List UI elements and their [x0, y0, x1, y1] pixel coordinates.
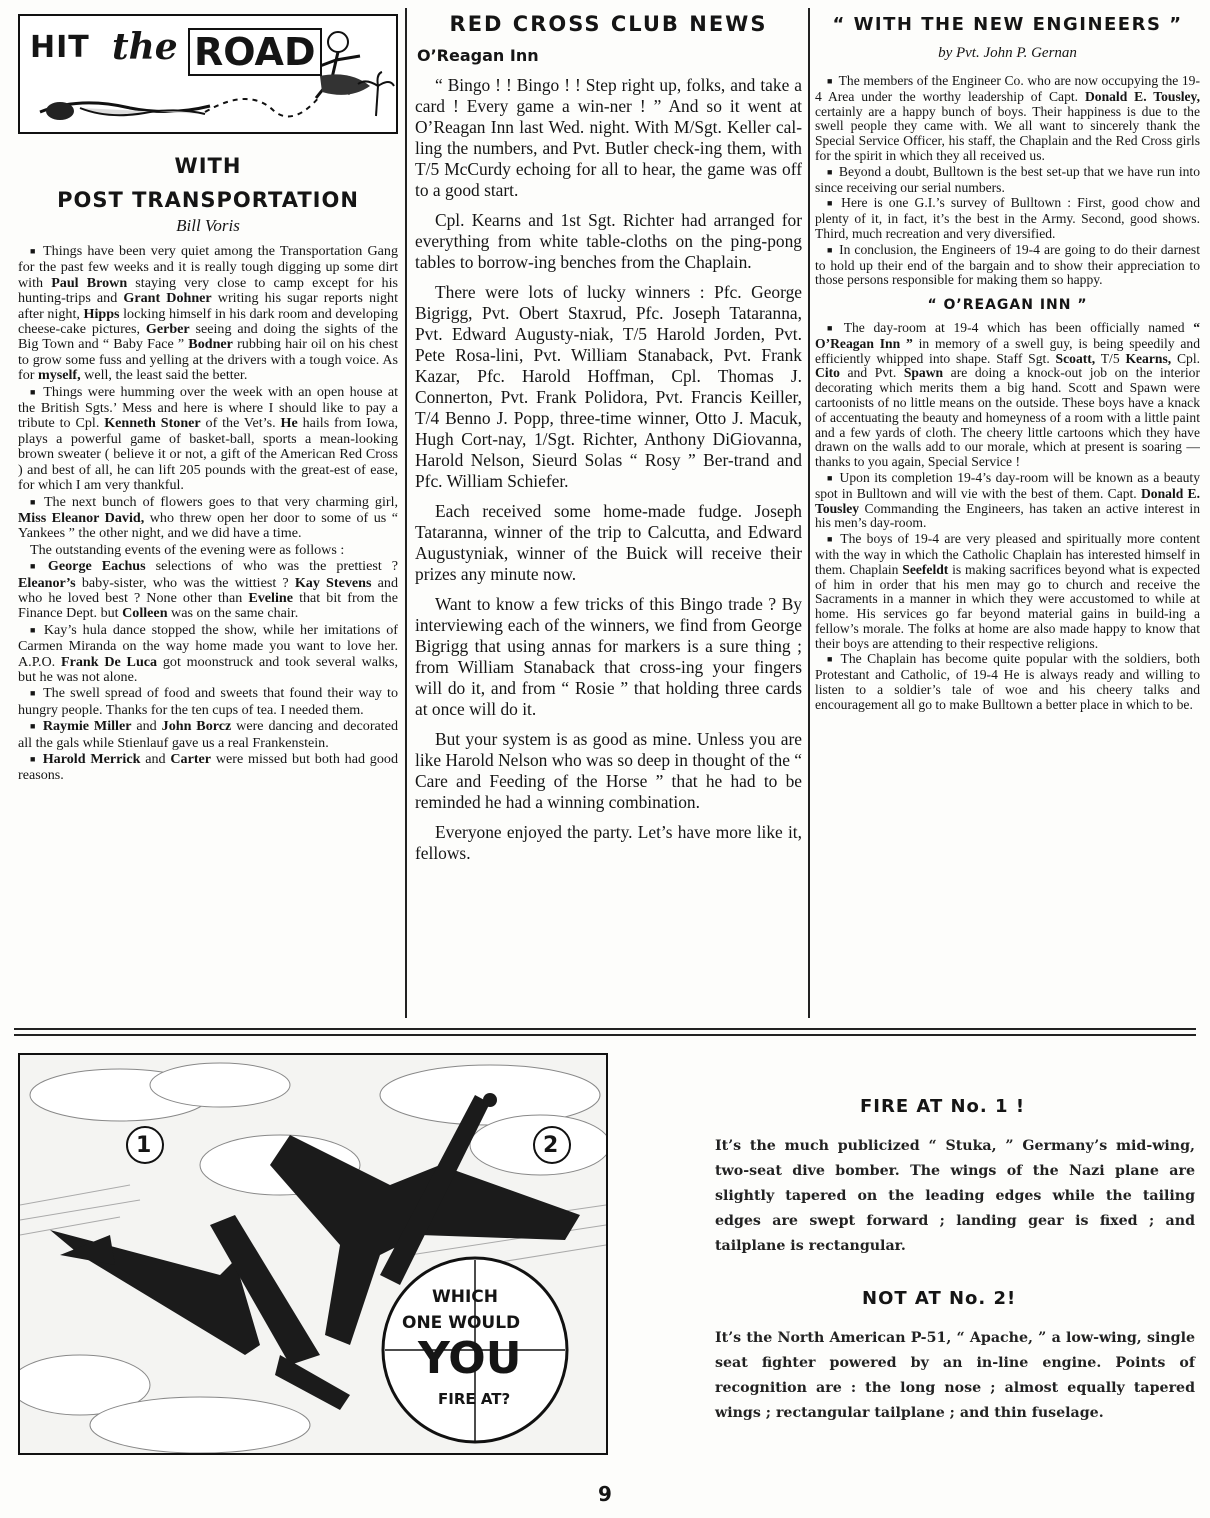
paragraph: ■ The members of the Engineer Co. who are now occupying the 19-4 Area under the worthy leadership of Capt. Donald E. Tousley, certainly are a happy bunch of boys. Their happiness is due to the swell people they came with. We all want to sincerely thank the Special Service Officer, his staff, the Chaplain and the Red Cross girls for the spirit in which they all received us.: [815, 74, 1200, 164]
paragraph: Want to know a few tricks of this Bingo trade ? By interviewing each of the winners, we find from George Bigrigg that using annas for markers is a sure thing ; from William Stanaback that cross-ing your fingers will do it, and from “ Rosie ” that holding three cards at once will do it.: [415, 594, 802, 719]
column-red-cross-news: [415, 0, 802, 1020]
paragraph: ■ The next bunch of flowers goes to that very charming girl, Miss Eleanor David, who threw open her door to some of us “ Yankees ” the other night, and we did have a time.: [18, 495, 398, 542]
column-post-transportation: [18, 0, 398, 1020]
paragraph: ■ In conclusion, the Engineers of 19-4 are going to do their darnest to hold up their end of the bargain and to show their appreciation to those persons responsible for making them so happy.: [815, 243, 1200, 288]
paragraph: ■ Upon its completion 19-4’s day-room will be known as a beauty spot in Bulltown and will vie with the best of them. Capt. Donald E. Tousley Commanding the Engineers, has taken an active interest in his men’s day-room.: [815, 471, 1200, 531]
paragraph: “ Bingo ! ! Bingo ! ! Step right up, folks, and take a card ! Every game a win-ner ! ” And so it went at O’Reagan Inn last Wed. night. With M/Sgt. Keller cal-ling the numbers, and Pvt. Butler check-ing them, with T/5 McCurdy echoing for all to hear, the game was off to a good start.: [415, 75, 802, 200]
column-new-engineers: [815, 0, 1200, 1020]
article-body: [18, 244, 398, 784]
aircraft-illustration: [20, 1055, 606, 1453]
paragraph: Each received some home-made fudge. Joseph Tataranna, winner of the trip to Calcutta, and Edward Augustyniak, winner of the Buick will receive their prizes any minute now.: [415, 501, 802, 584]
paragraph: ■ George Eachus selections of who was the prettiest ? Eleanor’s baby-sister, who was the wittiest ? Kay Stevens and who he loved best ? None other than Eveline that bit from the Finance Dept. but Colleen was on the same chair.: [18, 559, 398, 622]
cartoon-text-you: YOU: [418, 1333, 522, 1384]
paragraph: ■ Kay’s hula dance stopped the show, while her imitations of Carmen Miranda on the way home made you want to love her. A.P.O. Frank De Luca got moonstruck and took several walks, but he was not alone.: [18, 623, 398, 686]
paragraph: ■ Things were humming over the week with an open house at the British Sgts.’ Mess and here is where I should like to pay a tribute to Cpl. Kenneth Stoner of the Vet’s. He hails from Iowa, plays a powerful game of basket-ball, sports a mean-looking brown sweater ( believe it or not, a gift of the American Red Cross ) and best of all, he can lift 205 pounds with the great-est of ease, for which I am very thankful.: [18, 385, 398, 494]
banner-word-road: ROAD: [188, 28, 322, 76]
not-at-heading: NOT AT No. 2!: [862, 1288, 1017, 1309]
aircraft-recognition-cartoon: [18, 1053, 608, 1455]
section-title-line2: POST TRANSPORTATION: [57, 188, 359, 212]
paragraph: Cpl. Kearns and 1st Sgt. Richter had arranged for everything from white table-cloths on the ping-pong tables to borrow-ing benches from the Chaplain.: [415, 210, 802, 272]
plane-number-1: 1: [136, 1133, 152, 1158]
paragraph: ■ Raymie Miller and John Borcz were dancing and decorated all the gals while Stienlauf gave us a real Frankenstein.: [18, 719, 398, 751]
plane-number-2: 2: [543, 1133, 559, 1158]
paragraph: ■ The Chaplain has become quite popular with the soldiers, both Protestant and Catholic, of 19-4 He is always ready and willing to listen to a soldier’s tale of woe and his cheery talks and encouragement all go to make Bulltown a better place in which to be.: [815, 652, 1200, 712]
byline: by Pvt. John P. Gernan: [938, 45, 1077, 61]
paragraph: The outstanding events of the evening were as follows :: [30, 541, 345, 558]
section-title: RED CROSS CLUB NEWS: [449, 12, 768, 36]
paragraph: Everyone enjoyed the party. Let’s have more like it, fellows.: [415, 822, 802, 863]
article-body: [815, 74, 1200, 713]
horizontal-rule: [14, 1034, 1196, 1036]
paragraph: ■ The swell spread of food and sweets that found their way to hungry people. Thanks for the ten cups of tea. I needed them.: [18, 686, 398, 718]
section-title-line1: WITH: [174, 154, 242, 178]
byline: Bill Voris: [176, 216, 240, 235]
banner-word-hit: HIT: [30, 30, 90, 65]
column-divider: [405, 8, 407, 1018]
fire-at-heading: FIRE AT No. 1 !: [860, 1096, 1026, 1117]
cartoon-text-which: WHICH: [432, 1287, 499, 1307]
page-number: 9: [598, 1482, 612, 1506]
cartoon-text-fire-at: FIRE AT?: [438, 1390, 511, 1408]
section-title: “ WITH THE NEW ENGINEERS ”: [832, 14, 1183, 35]
paragraph: But your system is as good as mine. Unless you are like Harold Nelson who was so deep in thought of the “ Care and Feeding of the Horse ” that he had to be reminded he had a winning combination.: [415, 729, 802, 812]
paragraph: There were lots of lucky winners : Pfc. George Bigrigg, Pvt. Obert Staxrud, Pfc. Joseph Tataranna, Pvt. Edward Augusty-niak, T/5 Harold Jorden, Pvt. Pete Rosa-lini, Pvt. William Stanaback, Pvt. Frank Kazar, Pfc. Harold Hoffman, Cpl. Thomas J. Connerton, Pvt. Frank Polidora, Pvt. Francis Keiller, T/4 Benno J. Popp, three-time winner, Otto J. Macuk, Hugh Cort-nay, 1/Sgt. Richter, Anthony DiGiovanna, Harold Nelson, Sieurd Solas “ Rosy ” Ber-trand and Pfc. William Schiefer.: [415, 282, 802, 491]
article-body: [415, 75, 802, 864]
banner-word-the: the: [112, 26, 178, 68]
column-divider: [808, 8, 810, 1018]
subsection-title: “ O’REAGAN INN ”: [927, 297, 1088, 314]
cartoon-text-one-would: ONE WOULD: [402, 1313, 521, 1333]
paragraph: ■ Beyond a doubt, Bulltown is the best set-up that we have run into since receiving our serial numbers.: [815, 165, 1200, 196]
paragraph: ■ The day-room at 19-4 which has been officially named “ O’Reagan Inn ” in memory of a swell guy, is being speedily and efficiently whipped into shape. Staff Sgt. Scoatt, T/5 Kearns, Cpl. Cito and Pvt. Spawn are doing a knock-out job on the interior decorating which merits them a big hand. Scott and Spawn were cartoonists of no little means on the outside. These boys have a knack of accentuating the beauty and homeyness of a room with a little paint and a few yards of cloth. The cheery little cartoons which they have drawn on the walls add to our morale, which at present is soaring — thanks to you again, Special Service !: [815, 321, 1200, 470]
paragraph: ■ Things have been very quiet among the Transportation Gang for the past few weeks and it is really tough digging up some dirt with Paul Brown staying very close to camp except for his hunting-trips and Grant Dohner writing his sugar reports night after night, Hipps locking himself in his dark room and developing cheese-cake pictures, Gerber seeing and doing the sights of the Big Town and “ Baby Face ” Bodner rubbing hair oil on his chest to grow some fuss and yelling at the drivers with a tough voice. As for myself, well, the least said the better.: [18, 244, 398, 384]
paragraph: ■ Harold Merrick and Carter were missed but both had good reasons.: [18, 752, 398, 784]
horizontal-rule: [14, 1028, 1196, 1030]
section-subtitle: O’Reagan Inn: [417, 46, 539, 65]
not-at-text: It’s the North American P-51, “ Apache, ” a low-wing, single seat fighter powered by an in-line engine. Points of recognition are : the long nose ; almost equally tapered wings ; rectangular tailplane ; and thin fuselage.: [715, 1330, 1195, 1421]
fire-at-text: It’s the much publicized “ Stuka, ” Germany’s mid-wing, two-seat dive bomber. The wings of the Nazi plane are slightly tapered on the leading edges while the tailing edges are swept forward ; landing gear is fixed ; and tailplane is rectangular.: [715, 1138, 1195, 1254]
paragraph: ■ Here is one G.I.’s survey of Bulltown : First, good chow and plenty of it, in fact, it’s the best in the Army. Second, good shows. Third, much recreation and very diversified.: [815, 196, 1200, 241]
paragraph: ■ The boys of 19-4 are very pleased and spiritually more content with the way in which the Catholic Chaplain has interested himself in them. Chaplain Seefeldt is making sacrifices beyond what is expected of him in order that his men may go to church and receive the Sacraments in a manner in which they were accustomed to while at home. His services go far beyond material gains in build-ing a fellow’s morale. The folks at home are also made happy to know that their boys are attending to their respective religions.: [815, 532, 1200, 651]
hit-the-road-banner: [18, 14, 398, 134]
